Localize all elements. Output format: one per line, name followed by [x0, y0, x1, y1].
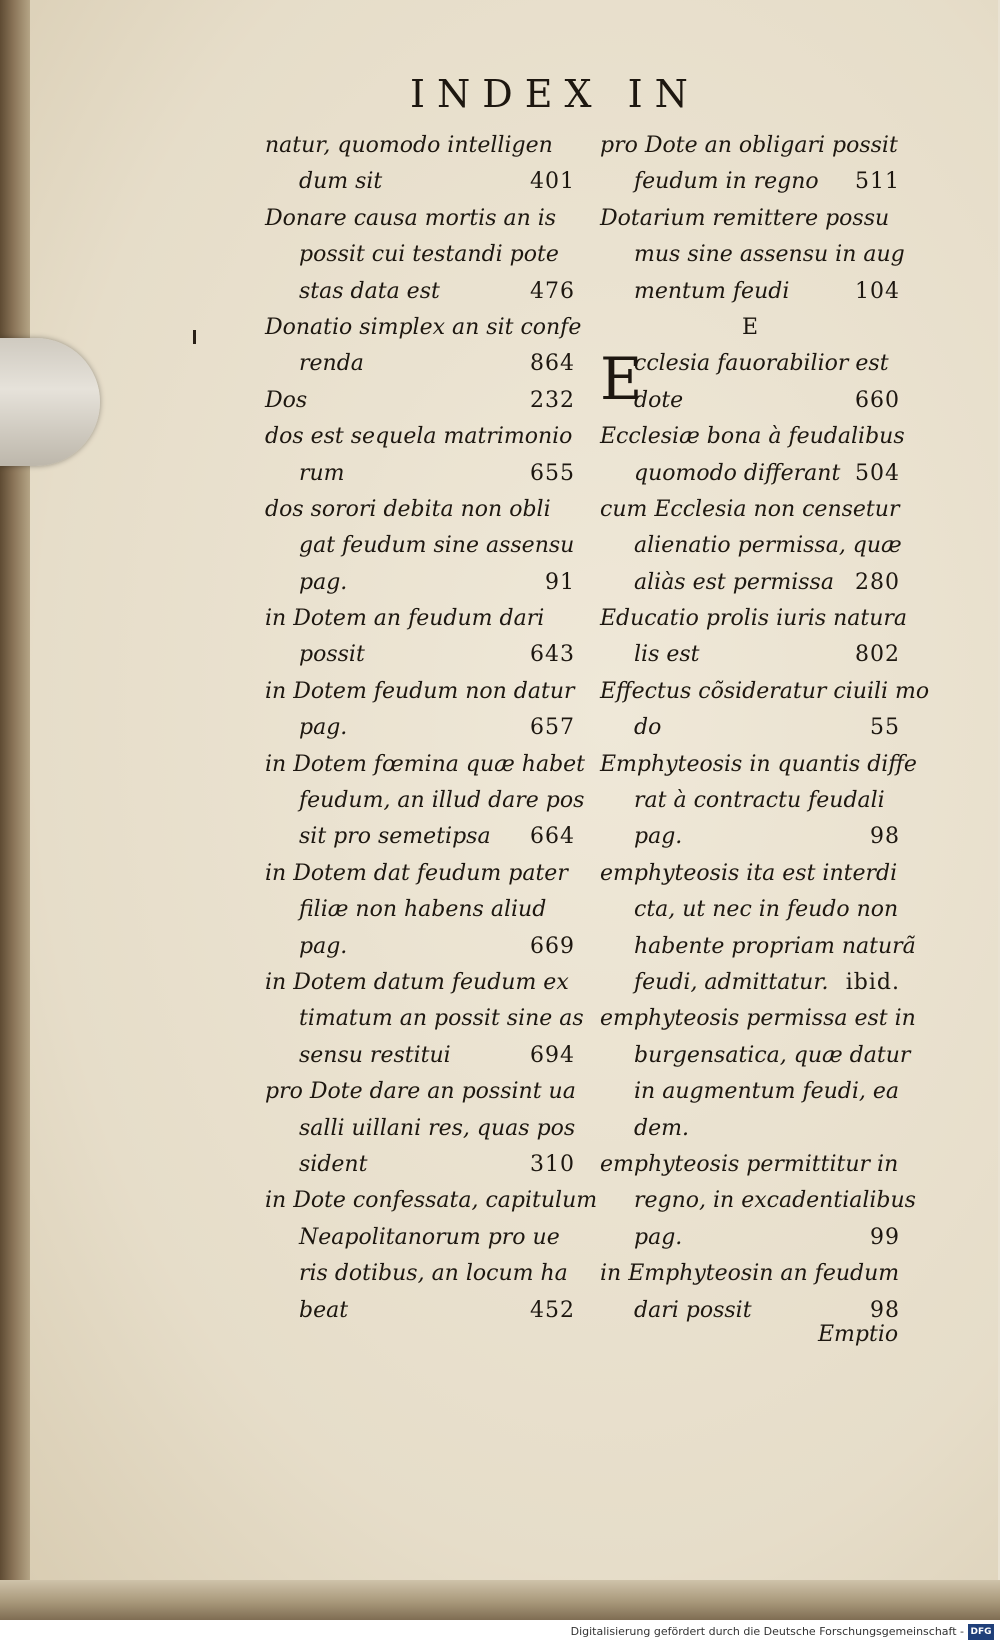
- right-entry-text: feudi, admittatur.: [634, 969, 829, 995]
- left-entry-text: in Dotem an feudum dari: [265, 606, 545, 632]
- right-entry-line: [600, 492, 900, 528]
- left-entry-line: [265, 565, 575, 601]
- left-entry-line: [265, 1293, 575, 1329]
- margin-mark: [193, 330, 196, 344]
- right-entry-text: Effectus cõsideratur ciuili mo: [600, 678, 930, 704]
- right-entry-text: in augmentum feudi, ea: [634, 1079, 900, 1105]
- right-entry-text: cta, ut nec in feudo non: [634, 897, 899, 923]
- right-entry-line: [600, 1256, 900, 1292]
- right-entry-text: emphyteosis permittitur in: [600, 1151, 899, 1177]
- left-entry-line: [265, 710, 575, 746]
- left-entry-line: [265, 274, 575, 310]
- left-entry-page-number: 864: [530, 351, 575, 377]
- left-entry-text: pag.: [299, 569, 348, 595]
- right-entry-line: [600, 1147, 900, 1183]
- left-entry-line: [265, 783, 585, 819]
- left-entry-page-number: 643: [530, 642, 575, 668]
- right-entry-page-number: 98: [870, 1297, 900, 1323]
- left-entry-page-number: 694: [530, 1042, 575, 1068]
- right-entry-line: [600, 528, 900, 564]
- left-entry-text: in Dotem dat feudum pater: [265, 860, 568, 886]
- left-entry-text: sit pro semetipsa: [299, 824, 491, 850]
- right-entry-text: pro Dote an obligari possit: [600, 133, 898, 158]
- running-head: INDEX IN: [410, 72, 700, 116]
- left-entry-line: [265, 747, 586, 783]
- right-entry-text: dote: [634, 387, 684, 413]
- digitization-footer: [0, 1620, 1000, 1645]
- left-entry-line: [265, 1038, 575, 1074]
- right-entry-text: dari possit: [634, 1297, 752, 1323]
- right-entry-line: [600, 1074, 900, 1110]
- right-entry-text: Educatio prolis iuris natura: [600, 606, 908, 632]
- right-entry-text: quomodo differant: [634, 460, 841, 486]
- left-entry-line: [265, 456, 575, 492]
- left-entry-text: in Dotem datum feudum ex: [265, 969, 569, 995]
- left-entry-line: [265, 237, 575, 273]
- right-entry-text: mentum feudi: [634, 278, 790, 304]
- right-entry-text: lis est: [634, 642, 700, 668]
- left-entry-line: [265, 856, 575, 892]
- right-entry-text: pag.: [634, 1224, 683, 1250]
- right-entry-text: Ecclesiæ bona à feudalibus: [600, 424, 905, 450]
- left-entry-text: Donare causa mortis an is: [265, 205, 557, 231]
- left-entry-line: [265, 128, 575, 164]
- left-entry-text: sensu restitui: [299, 1042, 451, 1068]
- left-entry-line: [265, 674, 575, 710]
- left-entry-text: Dos: [265, 387, 308, 413]
- right-entry-line: [600, 237, 905, 273]
- left-entry-page-number: 664: [530, 824, 575, 850]
- right-entry-line: [600, 783, 900, 819]
- right-entry-line: [600, 164, 900, 200]
- left-entry-text: in Dotem fœmina quæ habet: [265, 751, 586, 777]
- right-entry-page-number: 504: [855, 460, 900, 486]
- left-entry-line: [265, 310, 582, 346]
- left-entry-line: [265, 164, 575, 200]
- left-entry-text: pag.: [299, 933, 348, 959]
- left-entry-line: [265, 601, 575, 637]
- left-entry-line: [265, 492, 575, 528]
- footer-credit: Digitalisierung gefördert durch die Deutsche Forschungsgemeinschaft -: [570, 1625, 964, 1638]
- left-entry-page-number: 91: [545, 569, 575, 595]
- left-entry-text: ris dotibus, an locum ha: [299, 1261, 568, 1287]
- right-entry-text: rat à contractu feudali: [634, 788, 885, 814]
- right-entry-text: cum Ecclesia non censetur: [600, 496, 900, 522]
- right-entry-page-number: 98: [870, 824, 900, 850]
- right-entry-line: [600, 819, 900, 855]
- left-entry-page-number: 657: [530, 715, 575, 741]
- left-entry-line: [265, 892, 575, 928]
- left-entry-text: in Dote confessata, capitulum: [265, 1188, 598, 1214]
- right-entry-line: [600, 637, 900, 673]
- right-entry-text: aliàs est permissa: [634, 569, 834, 595]
- right-entry-line: [600, 456, 900, 492]
- left-entry-line: [265, 346, 575, 382]
- drop-cap-letter: E: [600, 345, 643, 414]
- right-entry-page-number: 99: [870, 1224, 900, 1250]
- right-entry-line: [600, 1183, 916, 1219]
- left-entry-line: [265, 419, 575, 455]
- right-entry-line: [600, 601, 908, 637]
- right-entry-line: [600, 1111, 900, 1147]
- page-bottom-edge: [0, 1580, 1000, 1620]
- right-entry-line: [600, 1001, 916, 1037]
- right-entry-line: [600, 856, 900, 892]
- right-entry-line: [600, 565, 900, 601]
- right-entry-text: dem.: [634, 1115, 689, 1141]
- left-entry-text: natur, quomodo intelligen: [265, 133, 553, 158]
- left-entry-line: [265, 929, 575, 965]
- left-entry-text: salli uillani res, quas pos: [299, 1115, 576, 1141]
- left-entry-page-number: 655: [530, 460, 575, 486]
- page-fore-edge: [0, 0, 30, 1620]
- right-entry-page-number: 55: [870, 715, 900, 741]
- right-entry-line: [600, 310, 900, 346]
- right-entry-text: emphyteosis ita est interdi: [600, 860, 898, 886]
- right-entry-text: in Emphyteosin an feudum: [600, 1261, 900, 1287]
- left-entry-line: [265, 1001, 584, 1037]
- right-entry-page-number: 104: [855, 278, 900, 304]
- left-entry-line: [265, 528, 575, 564]
- left-entry-text: dos est sequela matrimonio: [265, 424, 573, 450]
- right-entry-text: emphyteosis permissa est in: [600, 1006, 916, 1032]
- right-entry-text: Emphyteosis in quantis diffe: [600, 751, 917, 777]
- right-entry-line: [600, 674, 930, 710]
- left-entry-text: sident: [299, 1151, 368, 1177]
- right-entry-text: cclesia fauorabilior est: [634, 351, 889, 377]
- right-entry-page-number: 660: [855, 387, 900, 413]
- right-entry-line: [600, 929, 916, 965]
- left-entry-page-number: 669: [530, 933, 575, 959]
- left-entry-line: [265, 1183, 598, 1219]
- right-entry-line: [600, 383, 900, 419]
- catchword: Emptio: [818, 1322, 899, 1347]
- left-entry-text: pag.: [299, 715, 348, 741]
- left-entry-text: Donatio simplex an sit confe: [265, 314, 582, 340]
- left-entry-text: gat feudum sine assensu: [299, 533, 575, 559]
- right-entry-line: [600, 965, 900, 1001]
- right-entry-page-number: 280: [855, 569, 900, 595]
- left-entry-line: [265, 1074, 575, 1110]
- left-entry-text: Neapolitanorum pro ue: [299, 1224, 560, 1250]
- left-entry-line: [265, 201, 575, 237]
- index-column-left: [265, 128, 598, 1329]
- left-entry-text: stas data est: [299, 278, 440, 304]
- index-column-right: [600, 128, 930, 1329]
- left-entry-text: in Dotem feudum non datur: [265, 678, 575, 704]
- left-entry-page-number: 232: [530, 387, 575, 413]
- right-entry-text: E: [741, 314, 759, 340]
- right-entry-line: [600, 274, 900, 310]
- left-entry-page-number: 452: [530, 1297, 575, 1323]
- right-entry-text: do: [634, 715, 662, 741]
- right-entry-text: burgensatica, quæ datur: [634, 1042, 911, 1068]
- left-entry-line: [265, 637, 575, 673]
- left-entry-line: [265, 965, 575, 1001]
- left-entry-line: [265, 1147, 575, 1183]
- left-entry-line: [265, 1256, 575, 1292]
- right-entry-line: [600, 419, 905, 455]
- right-entry-text: feudum in regno: [634, 169, 819, 195]
- left-entry-line: [265, 1111, 575, 1147]
- right-entry-text: Dotarium remittere possu: [600, 205, 890, 231]
- right-entry-text: habente propriam naturã: [634, 933, 916, 959]
- right-entry-line: [600, 710, 900, 746]
- right-entry-text: alienatio permissa, quæ: [634, 533, 902, 559]
- right-entry-line: [600, 201, 900, 237]
- dfg-logo: DFG: [968, 1624, 994, 1640]
- left-entry-text: possit cui testandi pote: [299, 242, 559, 268]
- left-entry-text: rum: [299, 460, 345, 486]
- left-entry-text: dum sit: [299, 169, 383, 195]
- right-entry-line: [600, 128, 900, 164]
- left-entry-line: [265, 1220, 575, 1256]
- right-entry-text: mus sine assensu in aug: [634, 242, 905, 268]
- left-entry-text: filiæ non habens aliud: [299, 897, 547, 923]
- right-entry-page-number: 511: [855, 169, 900, 195]
- right-entry-page-number: 802: [855, 642, 900, 668]
- right-entry-text: pag.: [634, 824, 683, 850]
- right-entry-line: [600, 1038, 911, 1074]
- right-entry-page-number: ibid.: [845, 969, 900, 995]
- left-entry-text: timatum an possit sine as: [299, 1006, 584, 1032]
- left-entry-text: beat: [299, 1297, 349, 1323]
- left-entry-text: feudum, an illud dare pos: [299, 788, 585, 814]
- left-entry-line: [265, 819, 575, 855]
- left-entry-page-number: 401: [530, 169, 575, 195]
- left-entry-text: renda: [299, 351, 364, 377]
- left-entry-text: dos sorori debita non obli: [265, 496, 551, 522]
- right-entry-line: [600, 1220, 900, 1256]
- right-entry-text: regno, in excadentialibus: [634, 1188, 916, 1214]
- left-entry-line: [265, 383, 575, 419]
- left-entry-page-number: 310: [530, 1151, 575, 1177]
- left-entry-text: pro Dote dare an possint ua: [265, 1079, 576, 1105]
- right-entry-line: [600, 747, 917, 783]
- right-entry-line: [600, 892, 900, 928]
- left-entry-text: possit: [299, 642, 365, 668]
- left-entry-page-number: 476: [530, 278, 575, 304]
